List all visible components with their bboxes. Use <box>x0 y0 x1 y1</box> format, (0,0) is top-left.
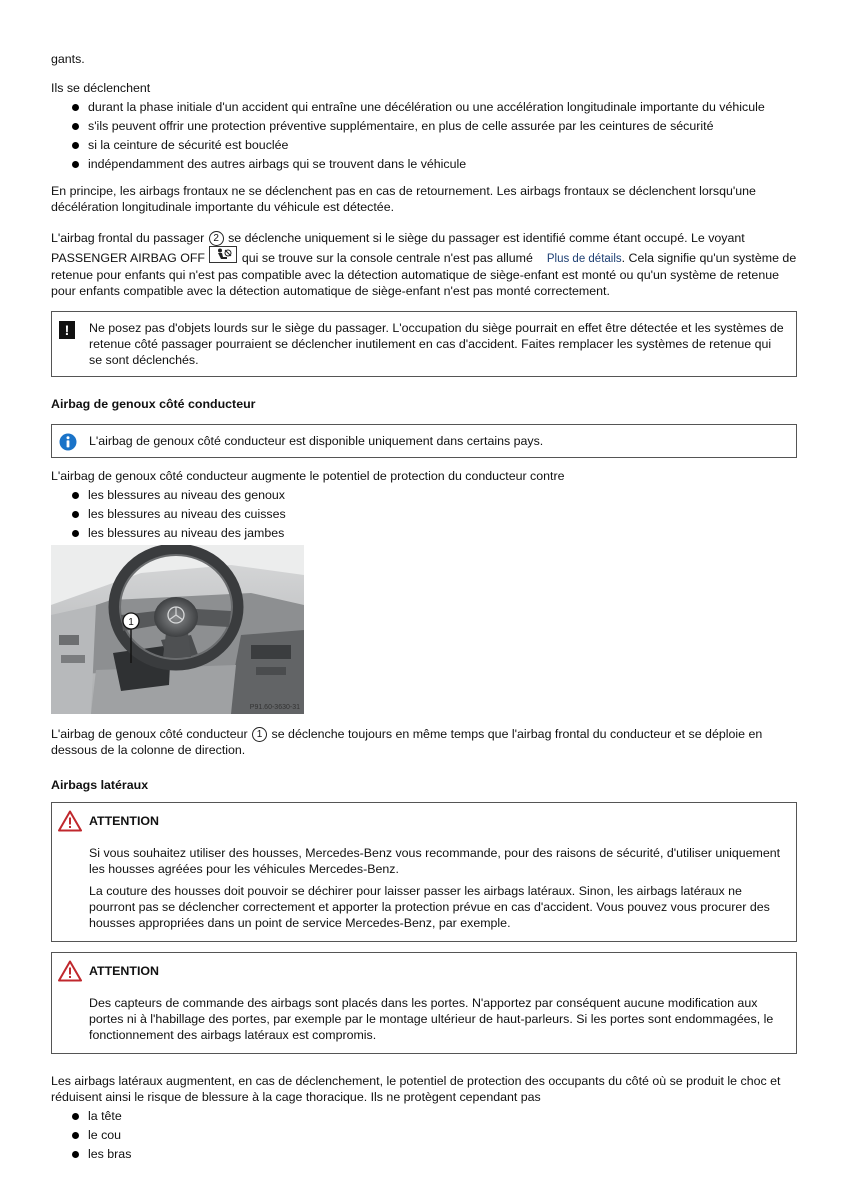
knee-intro: L'airbag de genoux côté conducteur augmente le potentiel de protection du conducteur contre <box>51 469 565 483</box>
attention-text: La couture des housses doit pouvoir se déchirer pour laisser passer les airbags latéraux. Sinon, les airbags latéraux ne pourront pas se déclencher correctement et apporter la protection prévue en cas d'accident. Vous pouvez vous procurer des housses appropriées dans un point de service Mercedes-Benz, par exemple. <box>89 884 770 930</box>
knee-paragraph: L'airbag de genoux côté conducteur 1 se déclenche toujours en même temps que l'airbag frontal du conducteur et se déploie en dessous de la colonne de direction. <box>51 727 763 757</box>
list-item: les blessures au niveau des genoux <box>51 487 797 506</box>
list-item: s'ils peuvent offrir une protection préventive supplémentaire, en plus de celle assurée par les ceintures de sécurité <box>51 118 797 137</box>
bullet-icon <box>72 123 79 130</box>
bullet-icon <box>72 142 79 149</box>
exclamation-icon: ! <box>59 321 75 339</box>
warning-triangle-icon <box>58 810 82 832</box>
list-item: les bras <box>51 1146 797 1165</box>
bullet-icon <box>72 161 79 168</box>
info-box <box>51 424 797 458</box>
bullet-icon <box>72 104 79 111</box>
callout-marker: 1 <box>252 727 267 742</box>
figure-code: P91.60-3630-31 <box>249 704 300 711</box>
list-item: durant la phase initiale d'un accident qui entraîne une décélération ou une accélération longitudinale importante du véhicule <box>51 99 797 118</box>
details-link[interactable]: Plus de détails <box>546 253 622 265</box>
frontal-paragraph: En principe, les airbags frontaux ne se déclenchent pas en cas de retournement. Les airbags frontaux se déclenchent lorsqu'une décélération longitudinale importante du véhicule est détectée. <box>51 184 756 214</box>
figure-callout: 1 <box>128 617 134 628</box>
attention-box-1 <box>51 802 797 942</box>
attention-title: ATTENTION <box>89 814 159 828</box>
manual-page <box>51 51 797 1165</box>
list-item: la tête <box>51 1108 797 1127</box>
list-item: les blessures au niveau des jambes <box>51 525 797 544</box>
attention-title: ATTENTION <box>89 964 159 978</box>
side-list <box>51 1108 797 1165</box>
warning-triangle-icon <box>58 960 82 982</box>
bullet-icon <box>72 1151 79 1158</box>
bullet-icon <box>72 530 79 537</box>
attention-box-2 <box>51 952 797 1054</box>
list-item: les blessures au niveau des cuisses <box>51 506 797 525</box>
bullet-icon <box>72 492 79 499</box>
side-paragraph: Les airbags latéraux augmentent, en cas de déclenchement, le potentiel de protection des occupants du côté où se produit le choc et réduisent ainsi le risque de blessure à la cage thoracique. Ils ne protègent cependant pas <box>51 1074 781 1104</box>
intro-fragment: gants. <box>51 52 85 66</box>
info-icon <box>59 433 77 451</box>
attention-text: Si vous souhaitez utiliser des housses, Mercedes-Benz vous recommande, pour des raisons de sécurité, d'utiliser uniquement les housses agréées pour les véhicules Mercedes-Benz. <box>89 846 781 876</box>
steering-wheel-illustration <box>51 545 304 714</box>
warning-note-box <box>51 311 797 377</box>
list-item: si la ceinture de sécurité est bouclée <box>51 137 797 156</box>
dashboard-photo <box>51 545 304 714</box>
callout-marker: 2 <box>209 231 224 246</box>
list-item: le cou <box>51 1127 797 1146</box>
knee-heading: Airbag de genoux côté conducteur <box>51 397 256 411</box>
info-text: L'airbag de genoux côté conducteur est disponible uniquement dans certains pays. <box>89 434 544 448</box>
side-heading: Airbags latéraux <box>51 778 149 792</box>
list-item: indépendamment des autres airbags qui se trouvent dans le véhicule <box>51 156 797 175</box>
attention-text: Des capteurs de commande des airbags sont placés dans les portes. N'apportez par conséquent aucune modification aux portes ni à l'habillage des portes, par exemple par le montage ultérieur de haut-parleurs. Si les portes sont endommagées, le fonctionnement des airbags latéraux est compromis. <box>89 996 774 1042</box>
bullet-icon <box>72 1113 79 1120</box>
bullet-icon <box>72 1132 79 1139</box>
passenger-paragraph: L'airbag frontal du passager 2 se déclenche uniquement si le siège du passager est identifié comme étant occupé. Le voyant PASSENGER AIRBAG OFF qui se trouve sur la console centrale n'est pas allumé Plus de détails. Cela signifie qu'un système de retenue pour enfants qui n'est pas compatible avec la détection automatique de siège-enfant est monté ou qu'un système de retenue pour enfants compatible avec la détection automatique de siège-enfant n'est pas monté correctement. <box>51 231 797 298</box>
trigger-intro: Ils se déclenchent <box>51 81 151 95</box>
bullet-icon <box>72 511 79 518</box>
knee-list <box>51 487 797 544</box>
trigger-list <box>51 99 797 175</box>
passenger-airbag-off-icon <box>209 246 237 263</box>
warning-note-text: Ne posez pas d'objets lourds sur le siège du passager. L'occupation du siège pourrait en effet être détectée et les systèmes de retenue côté passager pourraient se déclencher inutilement en cas d'accident. Faites remplacer les systèmes de retenue qui se sont déclenchés. <box>89 321 784 367</box>
